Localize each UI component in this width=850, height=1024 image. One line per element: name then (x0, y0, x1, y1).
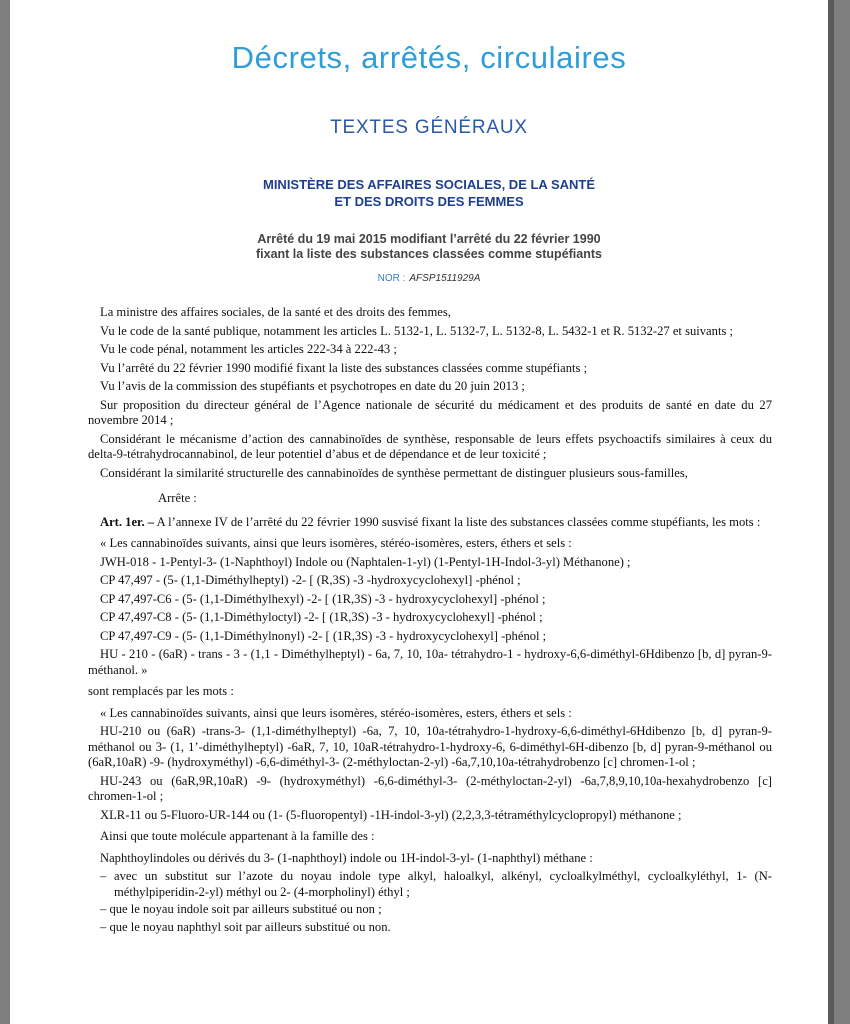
page-shadow (828, 0, 834, 1024)
ministry-line-2: ET DES DROITS DES FEMMES (334, 194, 524, 209)
family-intro: Ainsi que toute molécule appartenant à la famille des : (100, 829, 375, 843)
article-1 (88, 515, 772, 531)
family-condition: – que le noyau indole soit par ailleurs substitué ou non ; (100, 902, 382, 916)
old-list-item: CP 47,497-C6 - (5- (1,1-Diméthylhexyl) -2- [ (1R,3S) -3 - hydroxycyclohexyl] -phénol ; (100, 591, 546, 606)
document-body (88, 305, 772, 937)
visa-proposition: Sur proposition du directeur général de l’Agence nationale de sécurité du médicament et des produits de santé en date du 27 novembre 2014 ; (88, 397, 772, 427)
new-list-item: HU-210 ou (6aR) -trans-3- (1,1-diméthylheptyl) -6a, 7, 10, 10a-tétrahydro-1-hydroxy-6,6-diméthyl-6Hdibenzo [b, d] pyran-9-méthanol ou 3- (1, 1’-diméthylheptyl) -6aR, 7, 10, 10aR-tétrahydro-1-hydroxy-6, 6-diméthyl-6H-dibenzo [b, d] pyran-9-méthanol ou (6aR,10aR) -9- (hydroxyméthyl) -6,6-diméthyl-3- (2-méthyloctan-2-yl) -6a,7,10,10a-tétrahydrobenzo [c] chromen-1-ol ; (88, 724, 772, 769)
visa-code-sante: Vu le code de la santé publique, notamment les articles L. 5132-1, L. 5132-7, L. 5132-8, L. 5432-1 et R. 5132-27 et suivants ; (100, 323, 733, 338)
subsection-title: TEXTES GÉNÉRAUX (330, 117, 528, 138)
old-list-item: JWH-018 - 1-Pentyl-3- (1-Naphthoyl) Indole ou (Naphtalen-1-yl) (1-Pentyl-1H-Indol-3-yl) Méthanone) ; (100, 554, 631, 569)
arrete-label: Arrête : (158, 491, 197, 505)
article-1-intro: A l’annexe IV de l’arrêté du 22 février 1990 susvisé fixant la liste des substances classées comme stupéfiants, les mots : (156, 514, 761, 529)
old-list-intro: « Les cannabinoïdes suivants, ainsi que leurs isomères, stéréo-isomères, esters, éthers et sels : (100, 536, 572, 550)
family-condition: – avec un substitut sur l’azote du noyau indole type alkyl, haloalkyl, alkényl, cycloalkylméthyl, cycloalkyléthyl, 1- (N-méthylpiperidin-2-yl) méthyl ou 2- (4-morpholinyl) éthyl ; (100, 869, 772, 899)
arrete-title (10, 232, 828, 262)
document-page (10, 0, 828, 1024)
old-list-item: HU - 210 - (6aR) - trans - 3 - (1,1 - Diméthylheptyl) - 6a, 7, 10, 10a- tétrahydro-1 - hydroxy-6,6-diméthyl-6Hdibenzo [b, d] pyran-9-méthanol. » (88, 647, 772, 677)
ministry-heading (10, 176, 828, 210)
visa-arrete-1990: Vu l’arrêté du 22 février 1990 modifié fixant la liste des substances classées comme stupéfiants ; (100, 360, 588, 375)
article-1-label: Art. 1er. – (100, 514, 155, 529)
old-list-item: CP 47,497-C9 - (5- (1,1-Diméthylnonyl) -2- [ (1R,3S) -3 - hydroxycyclohexyl] -phénol ; (100, 628, 547, 643)
ministry-line-1: MINISTÈRE DES AFFAIRES SOCIALES, DE LA SANTÉ (262, 177, 595, 192)
considerant-2: Considérant la similarité structurelle des cannabinoïdes de synthèse permettant de distinguer plusieurs sous-familles, (100, 465, 688, 480)
nor-label: NOR : (377, 273, 406, 284)
arrete-title-line-1: Arrêté du 19 mai 2015 modifiant l’arrêté du 22 février 1990 (257, 232, 601, 246)
new-list-intro: « Les cannabinoïdes suivants, ainsi que leurs isomères, stéréo-isomères, esters, éthers et sels : (100, 705, 572, 720)
nor-reference (10, 273, 828, 284)
arrete-title-line-2: fixant la liste des substances classées comme stupéfiants (256, 247, 602, 261)
considerant-1: Considérant le mécanisme d’action des cannabinoïdes de synthèse, responsable de leurs effets psychoactifs similaires à ceux du delta-9-tétrahydrocannabinol, de leur potentiel d’abus et de dépendance et de leur toxicité ; (88, 431, 772, 461)
replaced-by: sont remplacés par les mots : (88, 684, 234, 698)
family-conditions (88, 869, 772, 935)
new-list-item: HU-243 ou (6aR,9R,10aR) -9- (hydroxyméthyl) -6,6-diméthyl-3- (2-méthyloctan-2-yl) -6a,7,8,9,10,10a-hexahydrobenzo [c] chromen-1-ol ; (88, 773, 772, 803)
nor-value: AFSP1511929A (409, 273, 481, 284)
old-list-item: CP 47,497-C8 - (5- (1,1-Diméthyloctyl) -2- [ (1R,3S) -3 - hydroxycyclohexyl] -phénol ; (100, 610, 543, 624)
section-title: Décrets, arrêtés, circulaires (231, 40, 627, 75)
visa-code-penal: Vu le code pénal, notamment les articles 222-34 à 222-43 ; (100, 342, 397, 356)
new-list-item: XLR-11 ou 5-Fluoro-UR-144 ou (1- (5-fluoropentyl) -1H-indol-3-yl) (2,2,3,3-tétraméthylcyclopropyl) méthanone ; (100, 807, 682, 822)
family-condition: – que le noyau naphthyl soit par ailleurs substitué ou non. (100, 919, 391, 934)
visa-avis-commission: Vu l’avis de la commission des stupéfiants et psychotropes en date du 20 juin 2013 ; (100, 379, 525, 393)
family-name: Naphthoylindoles ou dérivés du 3- (1-naphthoyl) indole ou 1H-indol-3-yl- (1-naphthyl) méthane : (100, 850, 593, 865)
old-list-item: CP 47,497 - (5- (1,1-Diméthylheptyl) -2- [ (R,3S) -3 -hydroxycyclohexyl] -phénol ; (100, 573, 521, 587)
visa-minister: La ministre des affaires sociales, de la santé et des droits des femmes, (100, 305, 451, 319)
